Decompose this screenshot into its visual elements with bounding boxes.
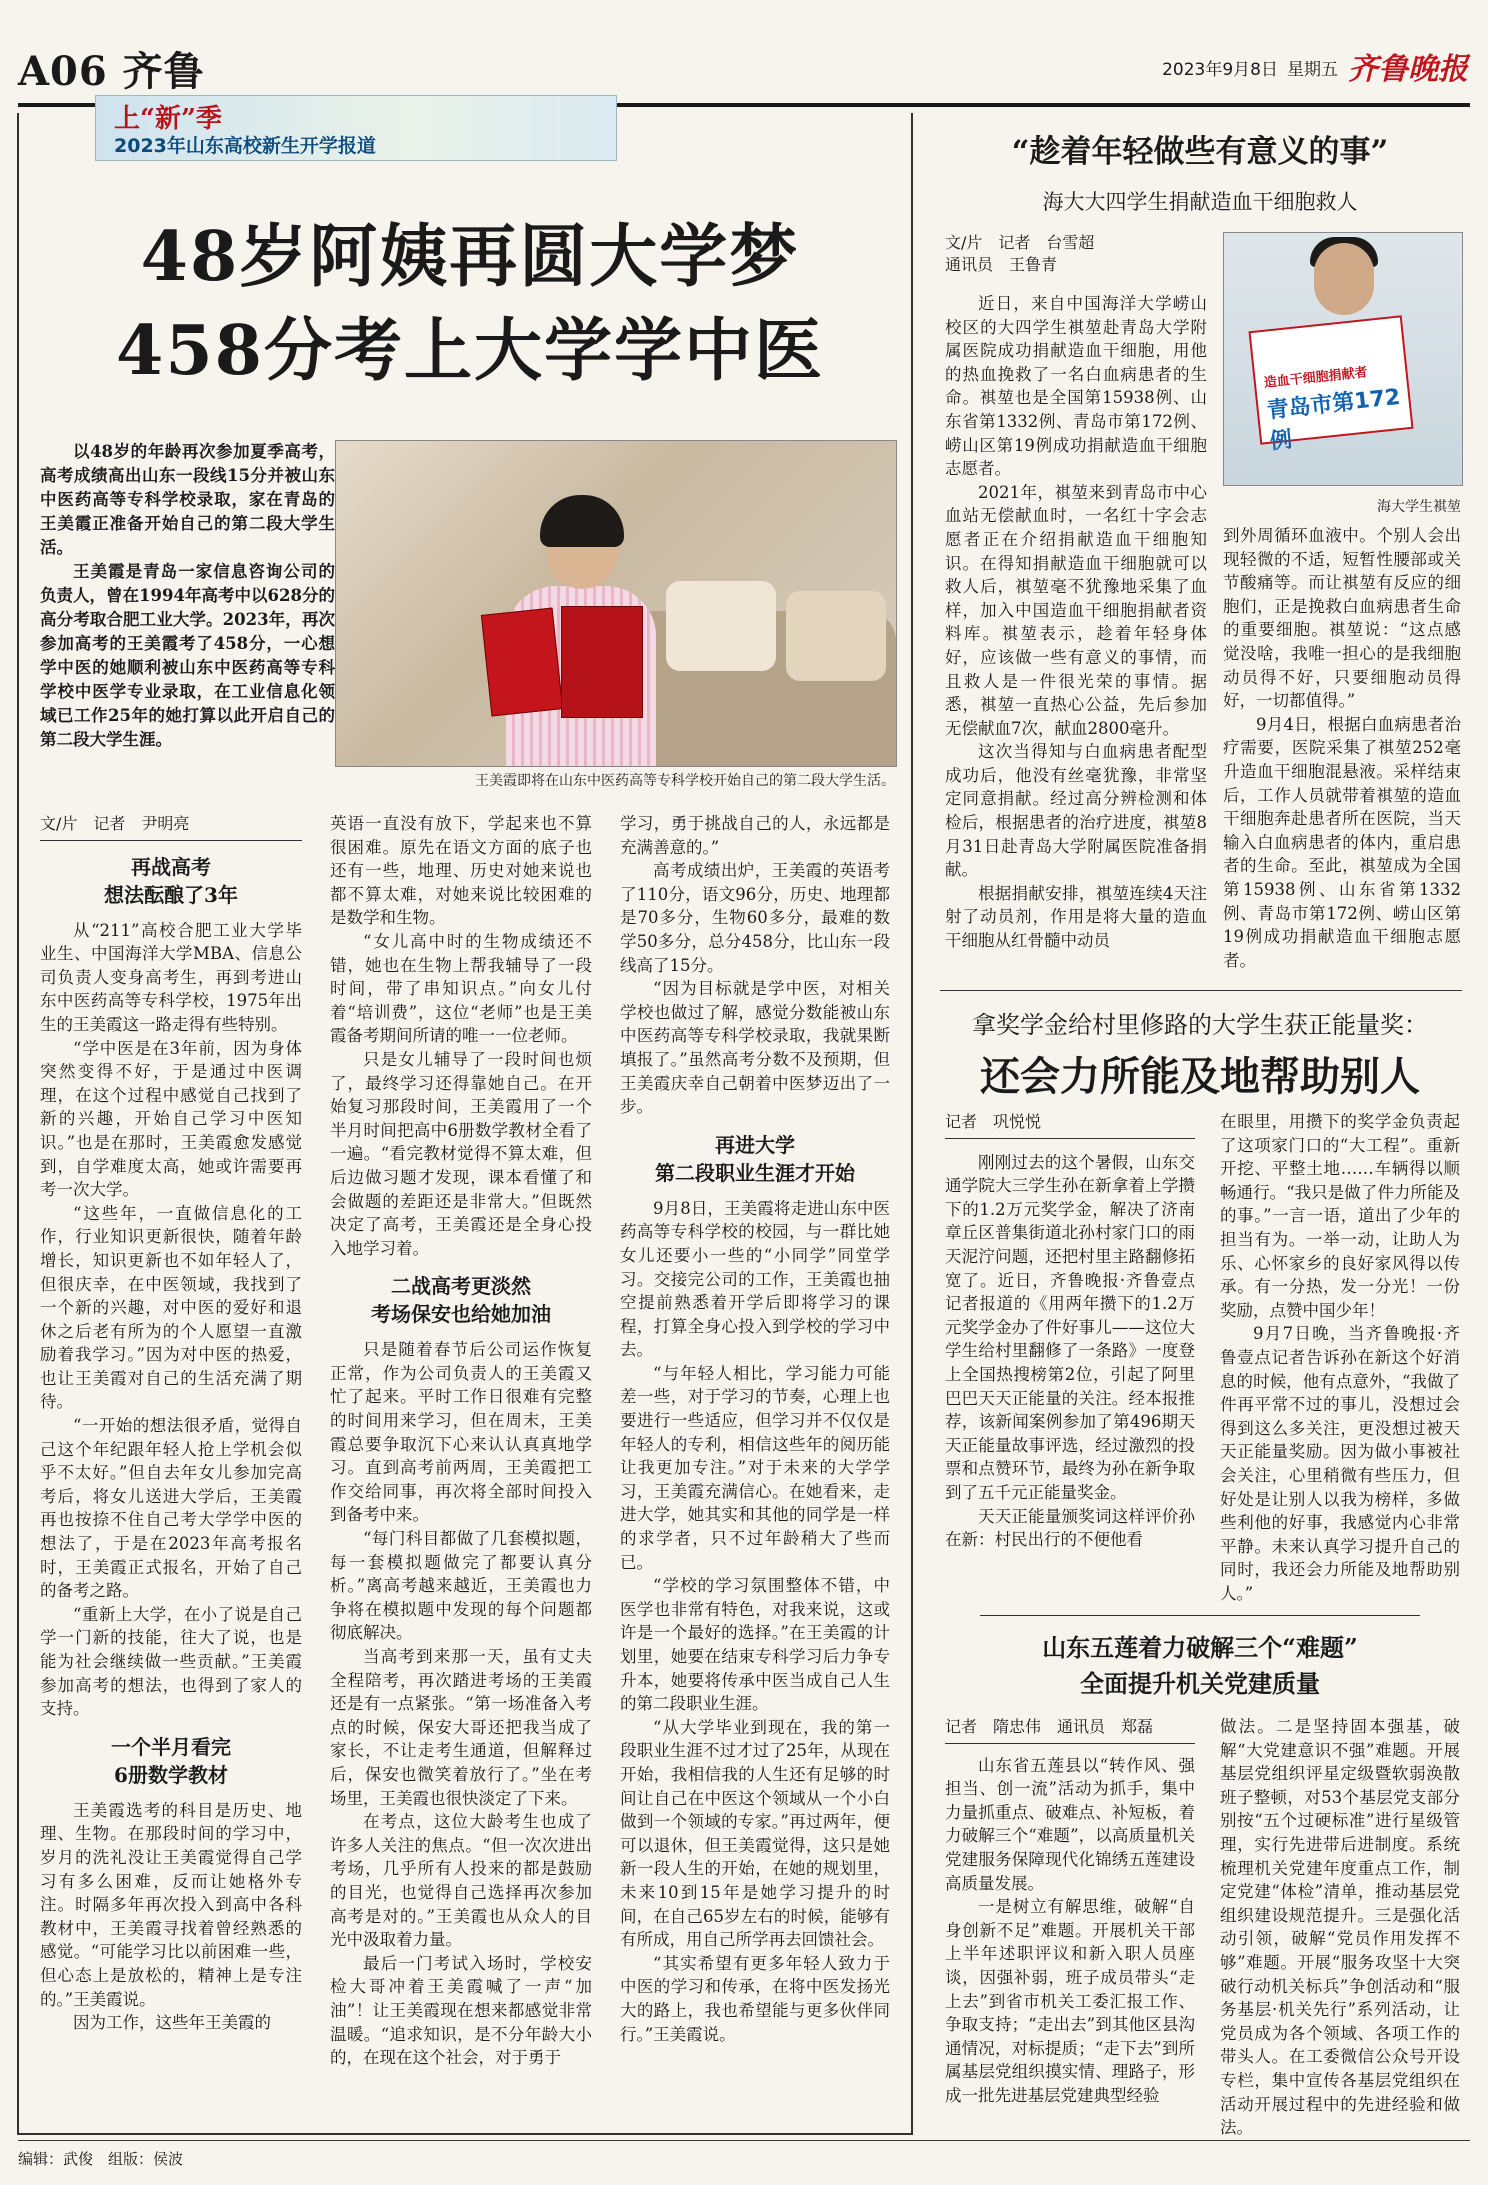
body-para: “学中医是在3年前，因为身体突然变得不好，于是通过中医调理，在这个过程中感觉自己找到了新的兴趣，开始自己学习中医知识。”也是在那时，王美霞愈发感觉到，自学难度太高，她或许需要再考一次大学。 <box>40 1038 302 1200</box>
footer-rule <box>18 2140 1470 2141</box>
story3-column-left <box>945 1110 1195 1552</box>
pillow-shape <box>666 581 776 671</box>
body-para: “一开始的想法很矛盾，觉得自己这个年纪跟年轻人抢上学机会似乎不太好。”但自去年女儿参加完高考后，将女儿送进大学后，王美霞再也按捺不住自己考大学学中医的想法了，于是在2023年高考报名时，王美霞正式报名，开始了自己的备考之路。 <box>40 1416 302 1601</box>
certificate-shape <box>561 606 643 718</box>
body-para: “从大学毕业到现在，我的第一段职业生涯不过才过了25年，从现在开始，我相信我的人生还有足够的时间让自己在中医这个领域从一个小白做到一个领域的专家。”再过两年，便可以退休，但王美霞觉得，这只是她新一段人生的开始，在她的规划里，未来10到15年是她学习提升的时间，在自己65岁左右的时候，能够有有所成，用自己所学再去回馈社会。 <box>620 1717 890 1950</box>
issue-date: 2023年9月8日 <box>1162 60 1278 80</box>
body-para: 山东省五莲县以“转作风、强担当、创一流”活动为抓手，集中力量抓重点、破难点、补短板，着力破解三个“难题”，以高质量机关党建服务保障现代化锦绣五莲建设高质量发展。 <box>945 1755 1195 1893</box>
story2-photo-caption: 海大学生褀堃 <box>1377 499 1461 515</box>
byline: 文/片 记者 台雪超 <box>945 233 1095 252</box>
body-para: “重新上大学，在小了说是自己学一门新的技能，往大了说，也是能为社会继续做一些贡献。”王美霞参加高考的想法，也得到了家人的支持。 <box>40 1604 302 1719</box>
page-section-label: A06 齐鲁 <box>18 48 205 95</box>
subhead: 再战高考 想法酝酿了3年 <box>104 854 238 907</box>
main-column-1 <box>40 812 302 2035</box>
byline: 记者 巩悦悦 <box>945 1110 1195 1139</box>
main-column-3 <box>620 812 890 2046</box>
body-para: 只是随着春节后公司运作恢复正常，作为公司负责人的王美霞又忙了起来。平时工作日很难有完整的时间用来学习，但在周末，王美霞总要争取沉下心来认认真真地学习。直到高考前两周，王美霞把工作交给同事，再次将全部时间投入到备考中来。 <box>330 1340 592 1525</box>
body-para: “与年轻人相比，学习能力可能差一些，对于学习的节奏，心理上也要进行一些适应，但学习并不仅仅是年轻人的专利，相信这些年的阅历能让我更加专注。”对于未来的大学学习，王美霞充满信心。在她看来，走进大学，她其实和其他的同学是一样的求学者，只不过年龄稍大了些而已。 <box>620 1363 890 1572</box>
story3-kicker: 拿奖学金给村里修路的大学生获正能量奖： <box>972 1011 1428 1039</box>
banner-title: 上“新”季 <box>114 104 222 134</box>
lead-paragraphs <box>40 440 335 752</box>
photo-caption: 王美霞即将在山东中医药高等专科学校开始自己的第二段大学生活。 <box>475 773 895 789</box>
body-para: 根据捐献安排，褀堃连续4天注射了动员剂，作用是将大量的造血干细胞从红骨髓中动员 <box>945 883 1207 951</box>
main-photo <box>335 440 897 767</box>
body-para: 学习，勇于挑战自己的人，永远都是充满善意的。” <box>620 814 890 857</box>
subhead: 二战高考更淡然 考场保安也给她加油 <box>371 1274 551 1327</box>
body-para: “学校的学习氛围整体不错，中医学也非常有特色，对我来说，这或许是一个最好的选择。”在王美霞的计划里，她要在结束专科学习后力争专升本，她要将传承中医当成自己人生的第二段职业生涯。 <box>620 1576 890 1714</box>
subhead: 一个半月看完 6册数学教材 <box>111 1734 231 1787</box>
body-para: 这次当得知与白血病患者配型成功后，他没有丝毫犹豫，非常坚定同意捐献。经过高分辨检测和体检后，根据患者的治疗进度，褀堃8月31日赴青岛大学附属医院准备捐献。 <box>945 742 1207 880</box>
story2-headline: “趁着年轻做些有意义的事” <box>1011 134 1389 170</box>
subhead: 再进大学 第二段职业生涯才开始 <box>655 1132 855 1185</box>
body-para: 只是女儿辅导了一段时间也烦了，最终学习还得靠她自己。在开始复习那段时间，王美霞用了一个半月时间把高中6册数学教材全看了一遍。“看完教材觉得不算太难，但后边做习题才发现，课本看懂了和会做题的差距还是非常大。”但既然决定了高考，王美霞还是全身心投入地学习着。 <box>330 1049 592 1258</box>
sign-number: 青岛市第172例 <box>1265 384 1402 455</box>
main-headline <box>40 210 900 398</box>
banner-subtitle: 2023年山东高校新生开学报道 <box>114 135 376 157</box>
body-para: “女儿高中时的生物成绩还不错，她也在生物上帮我辅导了一段时间，带了串知识点。”向女儿付着“培训费”，这位“老师”也是王美霞备考期间所请的唯一一位老师。 <box>330 931 592 1046</box>
body-para: 做法。二是坚持固本强基，破解“大党建意识不强”难题。开展基层党组织评星定级暨软弱涣散班子整顿，对53个基层党支部分别按“五个过硬标准”进行星级管理，实行先进带后进制度。系统梳理机关党建年度重点工作，制定党建“体检”清单，推动基层党组织建设规范提升。三是强化活动引领，破解“党员作用发挥不够”难题。开展“服务攻坚十大突破行动机关标兵”争创活动和“服务基层·机关先行”系列活动，让党员成为各个领域、各项工作的带头人。在工委微信公众号开设专栏，集中宣传各基层党组织在活动开展过程中的先进经验和做法。 <box>1220 1717 1460 2138</box>
book-shape <box>481 608 563 717</box>
headline-line-2: 458分考上大学学中医 <box>116 311 824 391</box>
issue-weekday: 星期五 <box>1287 60 1338 80</box>
story2-subhead: 海大大四学生捐献造血干细胞救人 <box>1042 190 1358 214</box>
story4-headline <box>940 1630 1460 1702</box>
footer-credits: 编辑：武俊 组版：侯波 <box>18 2150 184 2168</box>
body-para: 英语一直没有放下，学起来也不算很困难。原先在语文方面的底子也还有一些，地理、历史对她来说也都不算太难，对她来说比较困难的是数学和生物。 <box>330 814 592 928</box>
section-divider <box>940 990 1462 991</box>
body-para: 从“211”高校合肥工业大学毕业生、中国海洋大学MBA、信息公司负责人变身高考生，再到考进山东中医药高等专科学校，1975年出生的王美霞这一路走得有些特别。 <box>40 920 302 1034</box>
body-para: 最后一门考试入场时，学校安检大哥冲着王美霞喊了一声“加油”！让王美霞现在想来都感觉非常温暖。“追求知识，是不分年龄大小的，在现在这个社会，对于勇于 <box>330 1953 592 2068</box>
main-column-2 <box>330 812 592 2070</box>
story3-headline: 还会力所能及地帮助别人 <box>980 1053 1420 1100</box>
body-para: 王美霞选考的科目是历史、地理、生物。在那段时间的学习中，岁月的洗礼没让王美霞觉得自己学习有多么困难，反而让她格外专注。时隔多年再次投入到高中各科教材中，王美霞寻找着曾经熟悉的感觉。“可能学习比以前困难一些，但心态上是放松的，精神上是专注的。”王美霞说。 <box>40 1800 302 2009</box>
lead-para: 王美霞是青岛一家信息咨询公司的负责人，曾在1994年高考中以628分的高分考取合肥工业大学。2023年，再次参加高考的王美霞考了458分，一心想学中医的她顺利被山东中医药高等专科学校中医学专业录取，在工业信息化领域已工作25年的她打算以此开启自己的第二段大学生涯。 <box>40 562 335 749</box>
headline-line-2: 全面提升机关党建质量 <box>1080 1669 1320 1698</box>
body-para: “其实希望有更多年轻人致力于中医的学习和传承，在将中医发扬光大的路上，我也希望能与更多伙伴同行。”王美霞说。 <box>620 1953 890 2044</box>
body-para: 近日，来自中国海洋大学崂山校区的大四学生褀堃赴青岛大学附属医院成功捐献造血干细胞，用他的热血挽救了一名白血病患者的生命。褀堃也是全国第15938例、山东省第1332例、青岛市第172例、崂山区第19例成功捐献造血干细胞志愿者。 <box>945 294 1207 479</box>
body-para: 天天正能量颁奖词这样评价孙在新：村民出行的不便他看 <box>945 1506 1195 1550</box>
body-para: 一是树立有解思维，破解“自身创新不足”难题。开展机关干部上半年述职评议和新入职人员座谈，因强补弱，班子成员带头“走上去”到省市机关工委汇报工作、争取支持；“走出去”到其他区县沟通情况，对标提质；“走下去”到所属基层党组织摸实情、理路子，形成一批先进基层党建典型经验 <box>945 1897 1195 2105</box>
body-para: “每门科目都做了几套模拟题，每一套模拟题做完了都要认真分析。”离高考越来越近，王美霞也力争将在模拟题中发现的每个问题都彻底解决。 <box>330 1529 592 1643</box>
body-para: 在眼里，用攒下的奖学金负责起了这项家门口的“大工程”。重新开挖、平整土地……车辆得以顺畅通行。“我只是做了件力所能及的事。”一言一语，道出了少年的担当有为。一举一动，让助人为乐、心怀家乡的良好家风得以传承。有一分热，发一分光！一份奖励，点赞中国少年！ <box>1220 1112 1460 1320</box>
lead-para: 以48岁的年龄再次参加夏季高考，高考成绩高出山东一段线15分并被山东中医药高等专科学校录取，家在青岛的王美霞正准备开始自己的第二段大学生活。 <box>40 442 335 557</box>
story4-column-left <box>945 1715 1195 2108</box>
body-para: 9月8日，王美霞将走进山东中医药高等专科学校的校园，与一群比她女儿还要小一些的“小同学”同堂学习。交接完公司的工作，王美霞也抽空提前熟悉着开学后即将学习的课程，打算全身心投入到学校的学习中去。 <box>620 1198 890 1360</box>
body-para: 当高考到来那一天，虽有丈夫全程陪考，再次踏进考场的王美霞还是有一点紧张。“第一场准备入考点的时候，保安大哥还把我当成了家长，不让走考生通道，但解释过后，保安也微笑着放行了。”坐在考场里，王美霞也很快淡定了下来。 <box>330 1647 592 1808</box>
head-shape <box>1314 243 1374 315</box>
byline: 通讯员 王鲁青 <box>945 255 1058 274</box>
body-para: 在考点，这位大龄考生也成了许多人关注的焦点。“但一次次进出考场，几乎所有人投来的都是鼓励的目光，也觉得自己选择再次参加高考是对的。”王美霞也从众人的目光中汲取着力量。 <box>330 1812 592 1950</box>
body-para: 9月7日晚，当齐鲁晚报·齐鲁壹点记者告诉孙在新这个好消息的时候，他有点意外，“我做了件再平常不过的事儿，没想过会得到这么多关注，更没想过被天天正能量奖励。因为做小事被社会关注，心里稍微有些压力，但好处是让别人以我为榜样，多做些利他的好事，我感觉内心非常平静。未来认真学习提升自己的同时，我还会力所能及地帮助别人。” <box>1220 1324 1460 1603</box>
body-para: 刚刚过去的这个暑假，山东交通学院大三学生孙在新拿着上学攒下的1.2万元奖学金，解决了济南章丘区普集街道北孙村家门口的雨天泥泞问题，还把村里主路翻修拓宽了。近日，齐鲁晚报·齐鲁壹点记者报道的《用两年攒下的1.2万元奖学金办了件好事儿——这位大学生给村里翻修了一条路》一度登上全国热搜榜第2位，引起了阿里巴巴天天正能量的关注。经本报推荐，该新闻案例参加了第496期天天正能量故事评选，经过激烈的投票和点赞环节，最终为孙在新争取到了五千元正能量奖金。 <box>945 1152 1195 1502</box>
sign-text: 造血干细胞捐献者 <box>1263 365 1369 391</box>
byline: 文/片 记者 尹明亮 <box>40 812 302 841</box>
body-para: “这些年，一直做信息化的工作，行业知识更新很快，随着年龄增长，知识更新也不如年轻人了，但很庆幸，在中医领域，我找到了一个新的兴趣，对中医的爱好和退休之后老有所为的个人愿望一直激励着我学习。”因为对中医的热爱，也让王美霞对自己的生活充满了期待。 <box>40 1203 302 1412</box>
paper-logo: 齐鲁晚报 <box>1348 52 1468 87</box>
body-para: “因为目标就是学中医，对相关学校也做过了解，感觉分数能被山东中医药高等专科学校录取，我就果断填报了。”虽然高考分数不及预期，但王美霞庆幸自己朝着中医梦迈出了一步。 <box>620 979 890 1117</box>
byline: 记者 隋忠伟 通讯员 郑磊 <box>945 1715 1195 1744</box>
story2-photo <box>1223 232 1463 486</box>
pillow-shape <box>786 591 886 681</box>
story2-byline <box>945 232 1207 276</box>
body-para: 到外周循环血液中。个别人会出现轻微的不适，短暂性腰部或关节酸痛等。而让褀堃有反应的细胞们，正是挽救白血病患者生命的重要细胞。褀堃说：“这点感觉没啥，我唯一担心的是我细胞动员得不好，只要细胞动员得好，一切都值得。” <box>1223 526 1461 711</box>
hair-shape <box>540 495 624 547</box>
body-para: 因为工作，这些年王美霞的 <box>73 2013 271 2033</box>
story4-column-right <box>1220 1715 1460 2140</box>
headline-line-1: 山东五莲着力破解三个“难题” <box>1042 1633 1358 1662</box>
story2-column-left <box>945 292 1207 953</box>
donor-sign <box>1248 315 1413 455</box>
body-para: 9月4日，根据白血病患者治疗需要，医院采集了褀堃252毫升造血干细胞混悬液。采样结束后，工作人员就带着褀堃的造血干细胞奔赴患者所在医院，当天输入白血病患者的体内，重启患者的生命。至此，褀堃成为全国第15938例、山东省第1332例、青岛市第172例、崂山区第19例成功捐献造血干细胞志愿者。 <box>1223 714 1461 970</box>
headline-line-1: 48岁阿姨再圆大学梦 <box>140 217 800 297</box>
body-para: 2021年，褀堃来到青岛市中心血站无偿献血时，一名红十字会志愿者正在介绍捐献造血干细胞知识。在得知捐献造血干细胞就可以救人后，褀堃毫不犹豫地采集了血样，加入中国造血干细胞捐献者资料库。褀堃表示，趁着年轻身体好，应该做一些有意义的事情，而且救人是一件很光荣的事情。据悉，褀堃一直热心公益，先后参加无偿献血7次，献血2800毫升。 <box>945 482 1207 738</box>
column-banner <box>95 95 617 161</box>
body-para: 高考成绩出炉，王美霞的英语考了110分，语文96分，历史、地理都是70多分，生物60多分，最难的数学50多分，总分458分，比山东一段线高了15分。 <box>620 861 890 975</box>
story3-column-right <box>1220 1110 1460 1605</box>
story2-column-right <box>1223 524 1461 972</box>
section-divider <box>980 1615 1420 1616</box>
